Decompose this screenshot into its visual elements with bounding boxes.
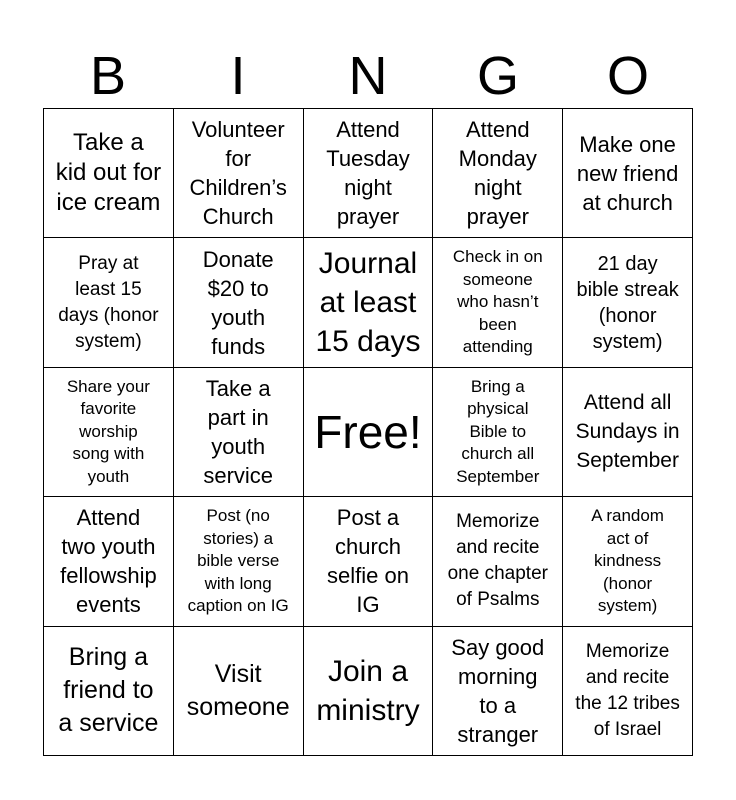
cell-text: Take a part in youth service [203,375,274,488]
bingo-cell-n3-free[interactable] [304,368,434,497]
cell-text: Attend Tuesday night prayer [326,117,410,230]
bingo-board [43,108,693,756]
bingo-cell-i3[interactable] [174,368,304,497]
bingo-cell-o2[interactable] [563,238,693,367]
bingo-cell-n5[interactable] [304,627,434,756]
cell-text: Donate $20 to youth funds [202,246,274,359]
bingo-cell-i4[interactable] [174,497,304,626]
cell-text: Attend Monday night prayer [458,117,537,230]
cell-text: Post a church selfie on IG [327,505,409,618]
cell-text: Bring a friend to a service [58,643,159,738]
cell-text: Take a kid out for ice cream [55,129,162,217]
cell-text: Volunteer for Children’s Church [189,117,287,230]
bingo-cell-n4[interactable] [304,497,434,626]
bingo-cell-b1[interactable] [44,109,174,238]
header-letter-b: B [89,46,127,106]
bingo-cell-g2[interactable] [433,238,563,367]
cell-text: Post (no stories) a bible verse with long caption on IG [187,506,289,616]
bingo-cell-o4[interactable] [563,497,693,626]
cell-text: Say good morning to a stranger [451,634,545,747]
cell-text: Check in on someone who hasn’t been attending [452,247,543,357]
bingo-cell-b2[interactable] [44,238,174,367]
cell-text: Make one new friend at church [576,131,679,215]
cell-text: Attend two youth fellowship events [60,505,157,618]
cell-text: Attend all Sundays in September [575,391,680,473]
bingo-cell-b3[interactable] [44,368,174,497]
cell-text: A random act of kindness (honor system) [591,506,664,616]
bingo-cell-b4[interactable] [44,497,174,626]
bingo-cell-i2[interactable] [174,238,304,367]
bingo-cell-g5[interactable] [433,627,563,756]
cell-text: Pray at least 15 days (honor system) [58,252,159,352]
cell-text: Bring a physical Bible to church all September [456,376,540,486]
bingo-cell-g4[interactable] [433,497,563,626]
cell-text: Journal at least 15 days [315,247,421,359]
cell-text: 21 day bible streak (honor system) [576,252,679,353]
cell-text: Join a ministry [316,654,420,727]
cell-text: Visit someone [186,659,290,721]
cell-text: Memorize and recite the 12 tribes of Israel [575,640,680,740]
header-letter-g: G [476,46,519,106]
header-letter-o: O [606,46,649,106]
header-letter-i: I [230,46,246,106]
bingo-cell-n2[interactable] [304,238,434,367]
bingo-header [43,44,693,108]
bingo-cell-o3[interactable] [563,368,693,497]
bingo-cell-o5[interactable] [563,627,693,756]
bingo-cell-o1[interactable] [563,109,693,238]
bingo-cell-g1[interactable] [433,109,563,238]
cell-text: Memorize and recite one chapter of Psalms [447,511,548,611]
free-space-text: Free! [314,405,422,458]
bingo-cell-b5[interactable] [44,627,174,756]
bingo-cell-g3[interactable] [433,368,563,497]
bingo-cell-i5[interactable] [174,627,304,756]
cell-text: Share your favorite worship song with youth [66,376,150,486]
bingo-cell-i1[interactable] [174,109,304,238]
bingo-cell-n1[interactable] [304,109,434,238]
header-letter-n: N [348,46,388,106]
